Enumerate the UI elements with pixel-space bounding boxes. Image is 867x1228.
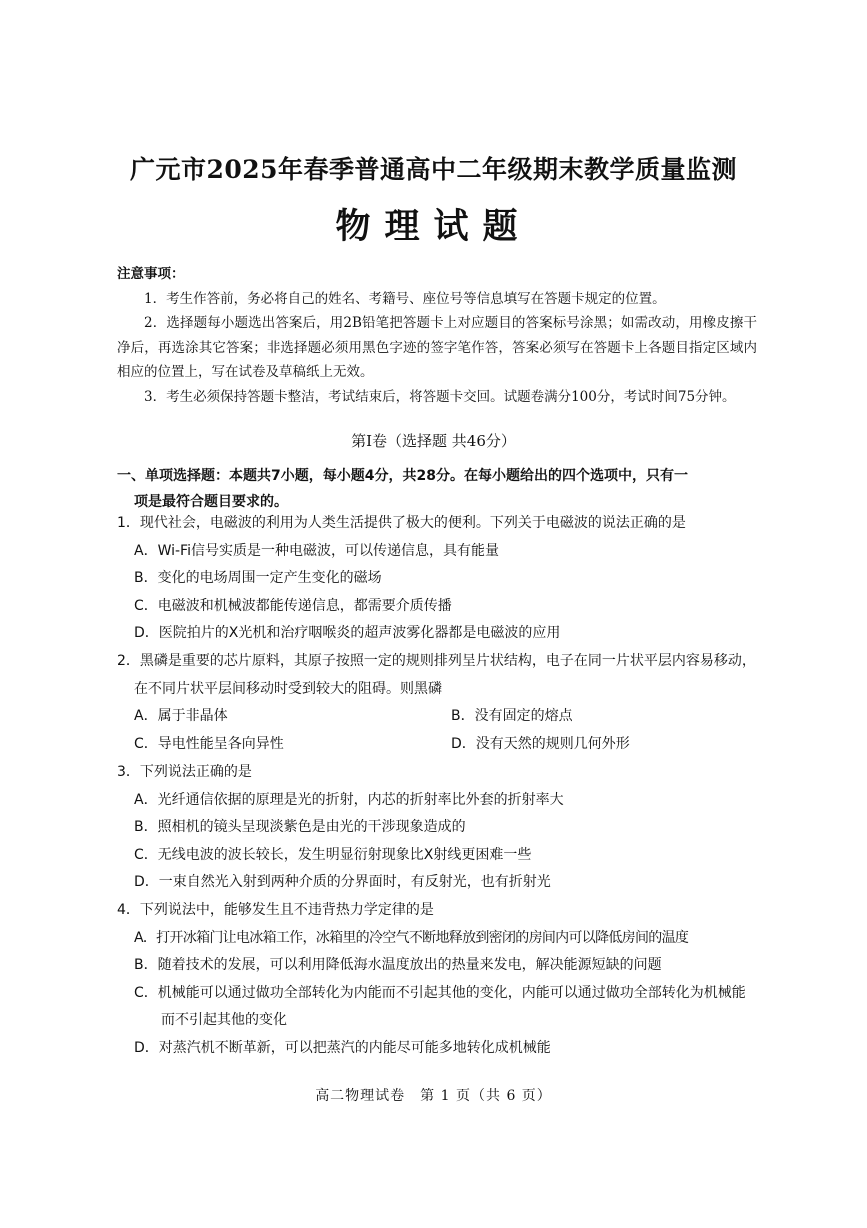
question-stem: 3．下列说法正确的是 xyxy=(117,764,252,780)
question-1 xyxy=(117,510,757,648)
option-a: A．光纤通信依据的原理是光的折射，内芯的折射率比外套的折射率大 xyxy=(134,791,564,808)
question-2 xyxy=(117,648,757,758)
notice-item-2: 2．选择题每小题选出答案后，用2B铅笔把答题卡上对应题目的答案标号涂黑；如需改动，用橡皮擦干净后，再选涂其它答案；非选择题必须用黑色字迹的签字笔作答，答案必须写在答题卡上各题目指定区域内相应的位置上，写在试卷及草稿纸上无效。 xyxy=(117,315,757,380)
notice-item-1: 1．考生作答前，务必将自己的姓名、考籍号、座位号等信息填写在答题卡规定的位置。 xyxy=(144,290,666,307)
option-d: D．一束自然光入射到两种介质的分界面时，有反射光，也有折射光 xyxy=(134,874,551,890)
question-stem: 4．下列说法中，能够发生且不违背热力学定律的是 xyxy=(117,902,434,918)
option-b: B．照相机的镜头呈现淡紫色是由光的干涉现象造成的 xyxy=(134,819,466,835)
option-d: D．对蒸汽机不断革新，可以把蒸汽的内能尽可能多地转化成机械能 xyxy=(134,1039,551,1056)
option-c: C．电磁波和机械波都能传递信息，都需要介质传播 xyxy=(134,597,452,614)
option-d: D．没有天然的规则几何外形 xyxy=(451,735,630,752)
option-row xyxy=(117,703,757,731)
question-stem: 2．黑磷是重要的芯片原料，其原子按照一定的规则排列呈片状结构，电子在同一片状平层内容易移动，在不同片状平层间移动时受到较大的阻碍。则黑磷 xyxy=(117,653,756,697)
option-a: A．Wi-Fi信号实质是一种电磁波，可以传递信息，具有能量 xyxy=(134,542,499,559)
option-a: A．打开冰箱门让电冰箱工作，冰箱里的冷空气不断地释放到密闭的房间内可以降低房间的温度 xyxy=(134,929,689,946)
page-footer: 高二物理试卷 第 1 页（共 6 页） xyxy=(315,1088,552,1104)
exam-title: 广元市2025年春季普通高中二年级期末教学质量监测 xyxy=(129,155,738,184)
option-b: B．变化的电场周围一定产生变化的磁场 xyxy=(134,570,382,586)
option-row xyxy=(117,731,757,759)
option-a: A．属于非晶体 xyxy=(134,708,228,724)
notice-heading: 注意事项： xyxy=(117,266,185,282)
question-3 xyxy=(117,759,757,897)
part-one-heading-line-1: 一、单项选择题：本题共7小题，每小题4分，共28分。在每小题给出的四个选项中，只有一 xyxy=(117,468,688,484)
section-title: 第Ⅰ卷（选择题 共46分） xyxy=(351,432,516,450)
option-d: D．医院拍片的X光机和治疗咽喉炎的超声波雾化器都是电磁波的应用 xyxy=(134,625,561,641)
question-4 xyxy=(117,897,757,1062)
subject-title: 物理试题 xyxy=(335,206,532,247)
notice-section xyxy=(117,262,757,409)
option-c: C．机械能可以通过做功全部转化为内能而不引起其他的变化，内能可以通过做功全部转化为机械能而不引起其他的变化 xyxy=(134,984,746,1028)
option-b: B．随着技术的发展，可以利用降低海水温度放出的热量来发电，解决能源短缺的问题 xyxy=(134,957,662,973)
part-one-heading-line-2: 项是最符合题目要求的。 xyxy=(134,494,288,510)
notice-item-3: 3．考生必须保持答题卡整洁，考试结束后，将答题卡交回。试题卷满分100分，考试时间75分钟。 xyxy=(144,388,736,405)
option-c: C．导电性能呈各向异性 xyxy=(134,735,284,752)
option-c: C．无线电波的波长较长，发生明显衍射现象比X射线更困难一些 xyxy=(134,846,532,863)
part-one-heading xyxy=(117,463,757,515)
option-b: B．没有固定的熔点 xyxy=(451,708,573,724)
question-stem: 1．现代社会，电磁波的利用为人类生活提供了极大的便利。下列关于电磁波的说法正确的是 xyxy=(117,515,686,531)
